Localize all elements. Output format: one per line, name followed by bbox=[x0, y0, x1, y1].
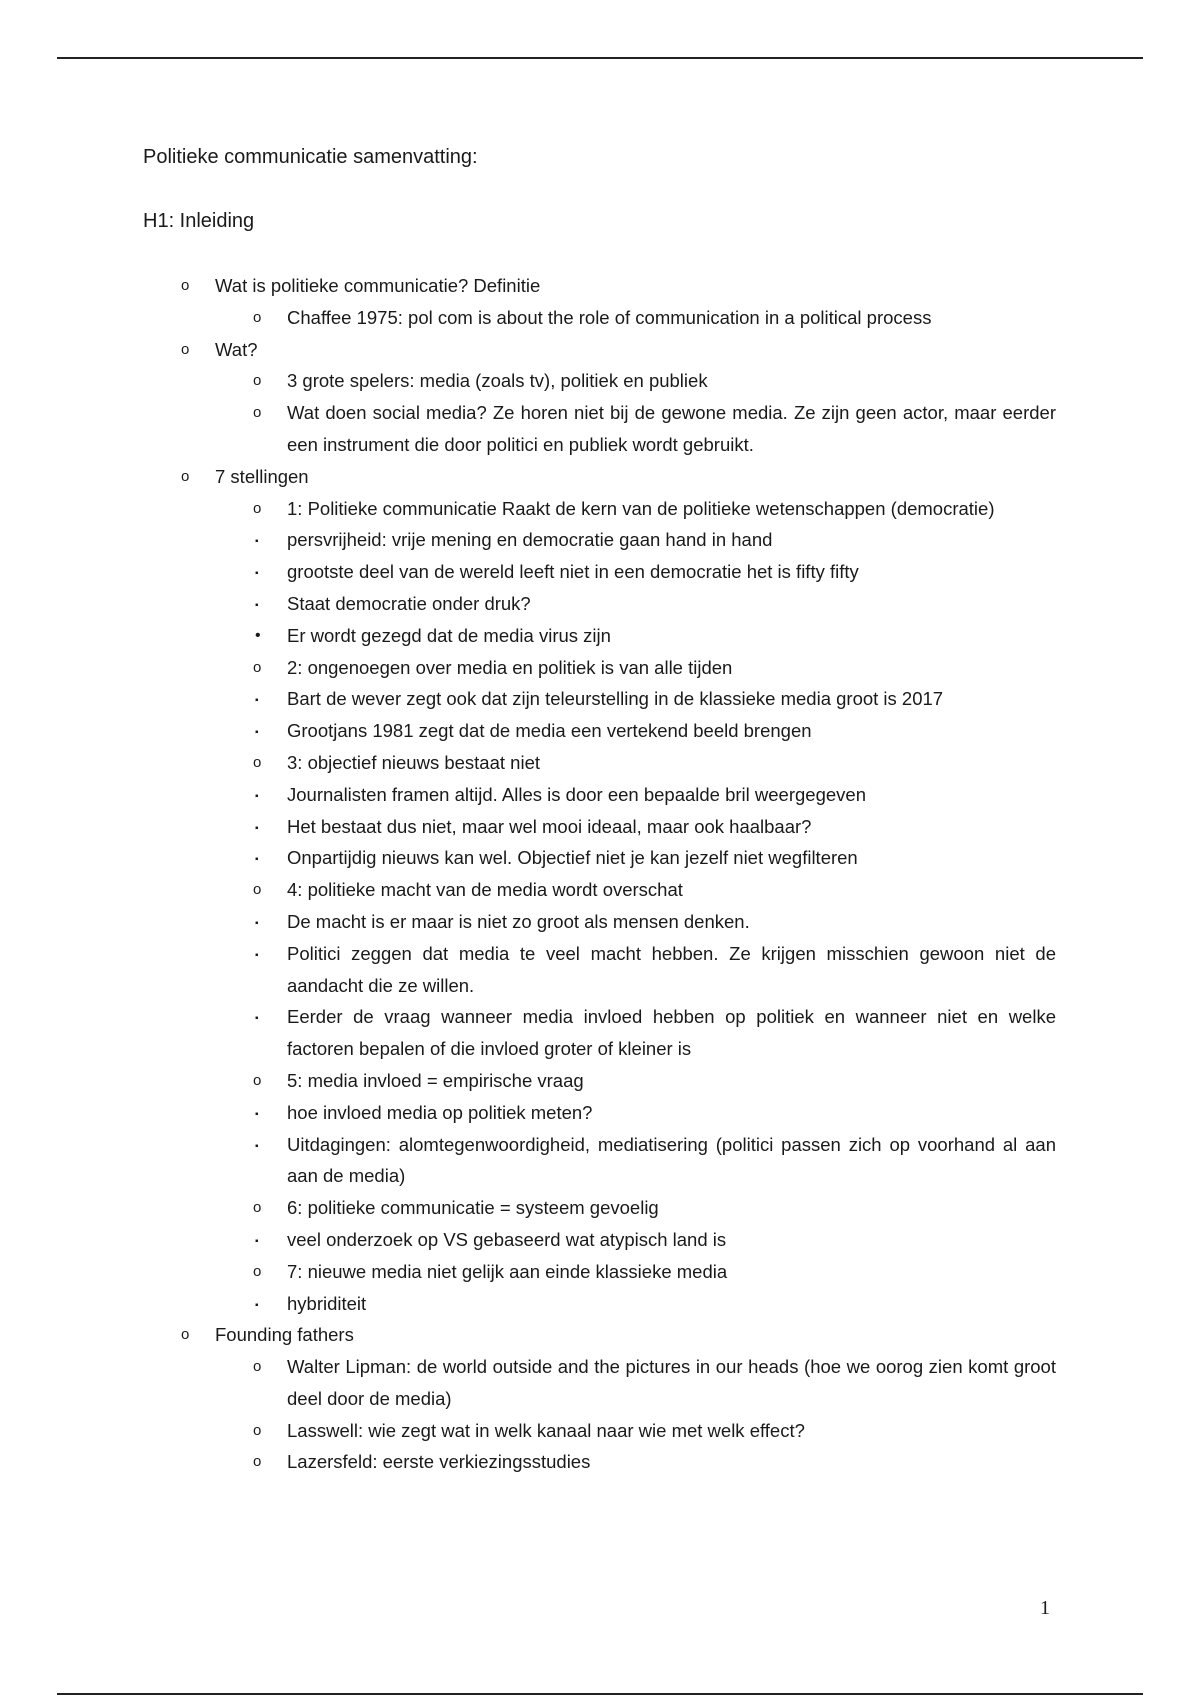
list-item bbox=[215, 1065, 1056, 1192]
nested-list bbox=[215, 524, 1056, 651]
nested-list bbox=[215, 1288, 1056, 1320]
nested-list bbox=[143, 1351, 1056, 1478]
outline-list bbox=[143, 270, 1056, 1478]
list-item-text: 5: media invloed = empirische vraag bbox=[287, 1069, 584, 1091]
list-item-text: Wat? bbox=[215, 338, 258, 360]
circle-bullet-icon: o bbox=[253, 308, 262, 326]
list-item-text: hoe invloed media op politiek meten? bbox=[287, 1101, 593, 1123]
list-item bbox=[215, 556, 1056, 588]
list-item-text: Politici zeggen dat media te veel macht hebben. Ze krijgen misschien gewoon niet de aandacht die ze willen. bbox=[287, 942, 1056, 996]
list-item-text: Founding fathers bbox=[215, 1324, 354, 1346]
circle-bullet-icon: o bbox=[181, 467, 190, 485]
list-item-text: 4: politieke macht van de media wordt overschat bbox=[287, 879, 683, 901]
list-item bbox=[215, 620, 1056, 652]
list-item-text: grootste deel van de wereld leeft niet in een democratie het is fifty fifty bbox=[287, 561, 859, 583]
list-item bbox=[215, 715, 1056, 747]
nested-list bbox=[215, 683, 1056, 747]
square-bullet-icon: ▪ bbox=[255, 917, 259, 929]
circle-bullet-icon: o bbox=[181, 277, 190, 294]
list-item-text: Staat democratie onder druk? bbox=[287, 592, 531, 614]
list-item bbox=[215, 524, 1056, 556]
circle-bullet-icon: o bbox=[253, 753, 262, 771]
list-item bbox=[215, 1001, 1056, 1065]
list-item-text: veel onderzoek op VS gebaseerd wat atypisch land is bbox=[287, 1228, 727, 1250]
list-item-text: hybriditeit bbox=[287, 1292, 367, 1314]
list-item bbox=[215, 302, 1056, 334]
list-item-text: Lasswell: wie zegt wat in welk kanaal naar wie met welk effect? bbox=[287, 1419, 805, 1441]
list-item-text: Er wordt gezegd dat de media virus zijn bbox=[287, 624, 611, 646]
list-item-text: Lazersfeld: eerste verkiezingsstudies bbox=[287, 1451, 591, 1473]
list-item-text: 7: nieuwe media niet gelijk aan einde klassieke media bbox=[287, 1260, 728, 1282]
nested-list bbox=[143, 302, 1056, 334]
nested-list bbox=[215, 906, 1056, 1065]
square-bullet-icon: ▪ bbox=[255, 695, 259, 707]
square-bullet-icon: ▪ bbox=[255, 1140, 259, 1152]
list-item bbox=[215, 1446, 1056, 1478]
square-bullet-icon: ▪ bbox=[255, 1108, 259, 1120]
list-item bbox=[215, 874, 1056, 1065]
list-item bbox=[215, 1288, 1056, 1320]
list-item bbox=[143, 270, 1056, 334]
list-item-text: 2: ongenoegen over media en politiek is van alle tijden bbox=[287, 656, 733, 678]
document-body bbox=[143, 140, 1056, 1473]
dot-bullet-icon: • bbox=[255, 626, 261, 644]
list-item bbox=[215, 747, 1056, 874]
list-item-text: Wat is politieke communicatie? Definitie bbox=[215, 275, 541, 296]
square-bullet-icon: ▪ bbox=[255, 599, 259, 611]
list-item bbox=[215, 779, 1056, 811]
nested-list bbox=[143, 493, 1056, 1320]
list-item bbox=[143, 334, 1056, 461]
circle-bullet-icon: o bbox=[253, 1071, 262, 1089]
list-item-text: Uitdagingen: alomtegenwoordigheid, mediatisering (politici passen zich op voorhand al aan aan de media) bbox=[287, 1133, 1056, 1187]
list-item-text: 6: politieke communicatie = systeem gevoelig bbox=[287, 1197, 659, 1219]
list-item bbox=[215, 683, 1056, 715]
list-item bbox=[215, 1192, 1056, 1256]
nested-list bbox=[215, 1224, 1056, 1256]
list-item-text: Onpartijdig nieuws kan wel. Objectief niet je kan jezelf niet wegfilteren bbox=[287, 847, 858, 869]
list-item bbox=[215, 842, 1056, 874]
list-item bbox=[215, 1097, 1056, 1129]
list-item bbox=[143, 461, 1056, 1320]
chapter-heading: H1: Inleiding bbox=[143, 210, 255, 232]
list-item bbox=[215, 652, 1056, 747]
list-item-text: 3 grote spelers: media (zoals tv), politiek en publiek bbox=[287, 370, 708, 392]
list-item-text: Eerder de vraag wanneer media invloed hebben op politiek en wanneer niet en welke factoren bepalen of die invloed groter of kleiner is bbox=[287, 1006, 1056, 1060]
page-number: 1 bbox=[1040, 1597, 1050, 1619]
list-item bbox=[215, 1129, 1056, 1193]
circle-bullet-icon: o bbox=[253, 404, 262, 422]
footer-rule bbox=[57, 1693, 1143, 1695]
square-bullet-icon: ▪ bbox=[255, 949, 259, 961]
circle-bullet-icon: o bbox=[253, 1199, 262, 1217]
list-item bbox=[215, 906, 1056, 938]
square-bullet-icon: ▪ bbox=[255, 1299, 259, 1311]
list-item-text: Journalisten framen altijd. Alles is door een bepaalde bril weergegeven bbox=[287, 783, 866, 805]
list-item bbox=[215, 1256, 1056, 1320]
nested-list bbox=[215, 620, 1056, 652]
circle-bullet-icon: o bbox=[181, 1326, 190, 1344]
document-title: Politieke communicatie samenvatting: bbox=[143, 146, 478, 168]
square-bullet-icon: ▪ bbox=[255, 1235, 259, 1247]
header-rule bbox=[57, 57, 1143, 59]
nested-list bbox=[215, 779, 1056, 874]
circle-bullet-icon: o bbox=[253, 658, 262, 676]
list-item bbox=[215, 588, 1056, 652]
list-item-text: 7 stellingen bbox=[215, 465, 309, 487]
square-bullet-icon: ▪ bbox=[255, 536, 259, 548]
nested-list bbox=[215, 1097, 1056, 1192]
circle-bullet-icon: o bbox=[253, 1453, 262, 1471]
square-bullet-icon: ▪ bbox=[255, 822, 259, 834]
square-bullet-icon: ▪ bbox=[255, 790, 259, 802]
circle-bullet-icon: o bbox=[181, 340, 190, 358]
square-bullet-icon: ▪ bbox=[255, 568, 259, 580]
list-item-text: De macht is er maar is niet zo groot als mensen denken. bbox=[287, 910, 750, 932]
circle-bullet-icon: o bbox=[253, 1421, 262, 1439]
nested-list bbox=[143, 365, 1056, 460]
list-item-text: persvrijheid: vrije mening en democratie gaan hand in hand bbox=[287, 529, 773, 551]
circle-bullet-icon: o bbox=[253, 499, 262, 517]
square-bullet-icon: ▪ bbox=[255, 854, 259, 866]
list-item-text: Walter Lipman: de world outside and the pictures in our heads (hoe we oorog zien komt groot deel door de media) bbox=[287, 1356, 1056, 1409]
square-bullet-icon: ▪ bbox=[255, 727, 259, 739]
list-item-text: 3: objectief nieuws bestaat niet bbox=[287, 751, 540, 773]
circle-bullet-icon: o bbox=[253, 1358, 262, 1376]
list-item-text: Chaffee 1975: pol com is about the role of communication in a political process bbox=[287, 306, 932, 328]
circle-bullet-icon: o bbox=[253, 881, 262, 899]
list-item bbox=[143, 1319, 1056, 1478]
list-item bbox=[215, 1415, 1056, 1447]
list-item-text: Wat doen social media? Ze horen niet bij de gewone media. Ze zijn geen actor, maar eerder een instrument die door politici en publiek wordt gebruikt. bbox=[287, 402, 1056, 455]
square-bullet-icon: ▪ bbox=[255, 1013, 259, 1025]
circle-bullet-icon: o bbox=[253, 1262, 262, 1280]
list-item bbox=[215, 397, 1056, 461]
list-item bbox=[215, 811, 1056, 843]
list-item-text: 1: Politieke communicatie Raakt de kern van de politieke wetenschappen (democratie) bbox=[287, 497, 995, 519]
list-item-text: Bart de wever zegt ook dat zijn teleurstelling in de klassieke media groot is 2017 bbox=[287, 688, 944, 710]
circle-bullet-icon: o bbox=[253, 372, 262, 390]
list-item-text: Grootjans 1981 zegt dat de media een vertekend beeld brengen bbox=[287, 720, 812, 742]
list-item bbox=[215, 938, 1056, 1002]
list-item bbox=[215, 493, 1056, 652]
list-item bbox=[215, 1224, 1056, 1256]
list-item bbox=[215, 365, 1056, 397]
list-item bbox=[215, 1351, 1056, 1415]
list-item-text: Het bestaat dus niet, maar wel mooi ideaal, maar ook haalbaar? bbox=[287, 815, 812, 837]
